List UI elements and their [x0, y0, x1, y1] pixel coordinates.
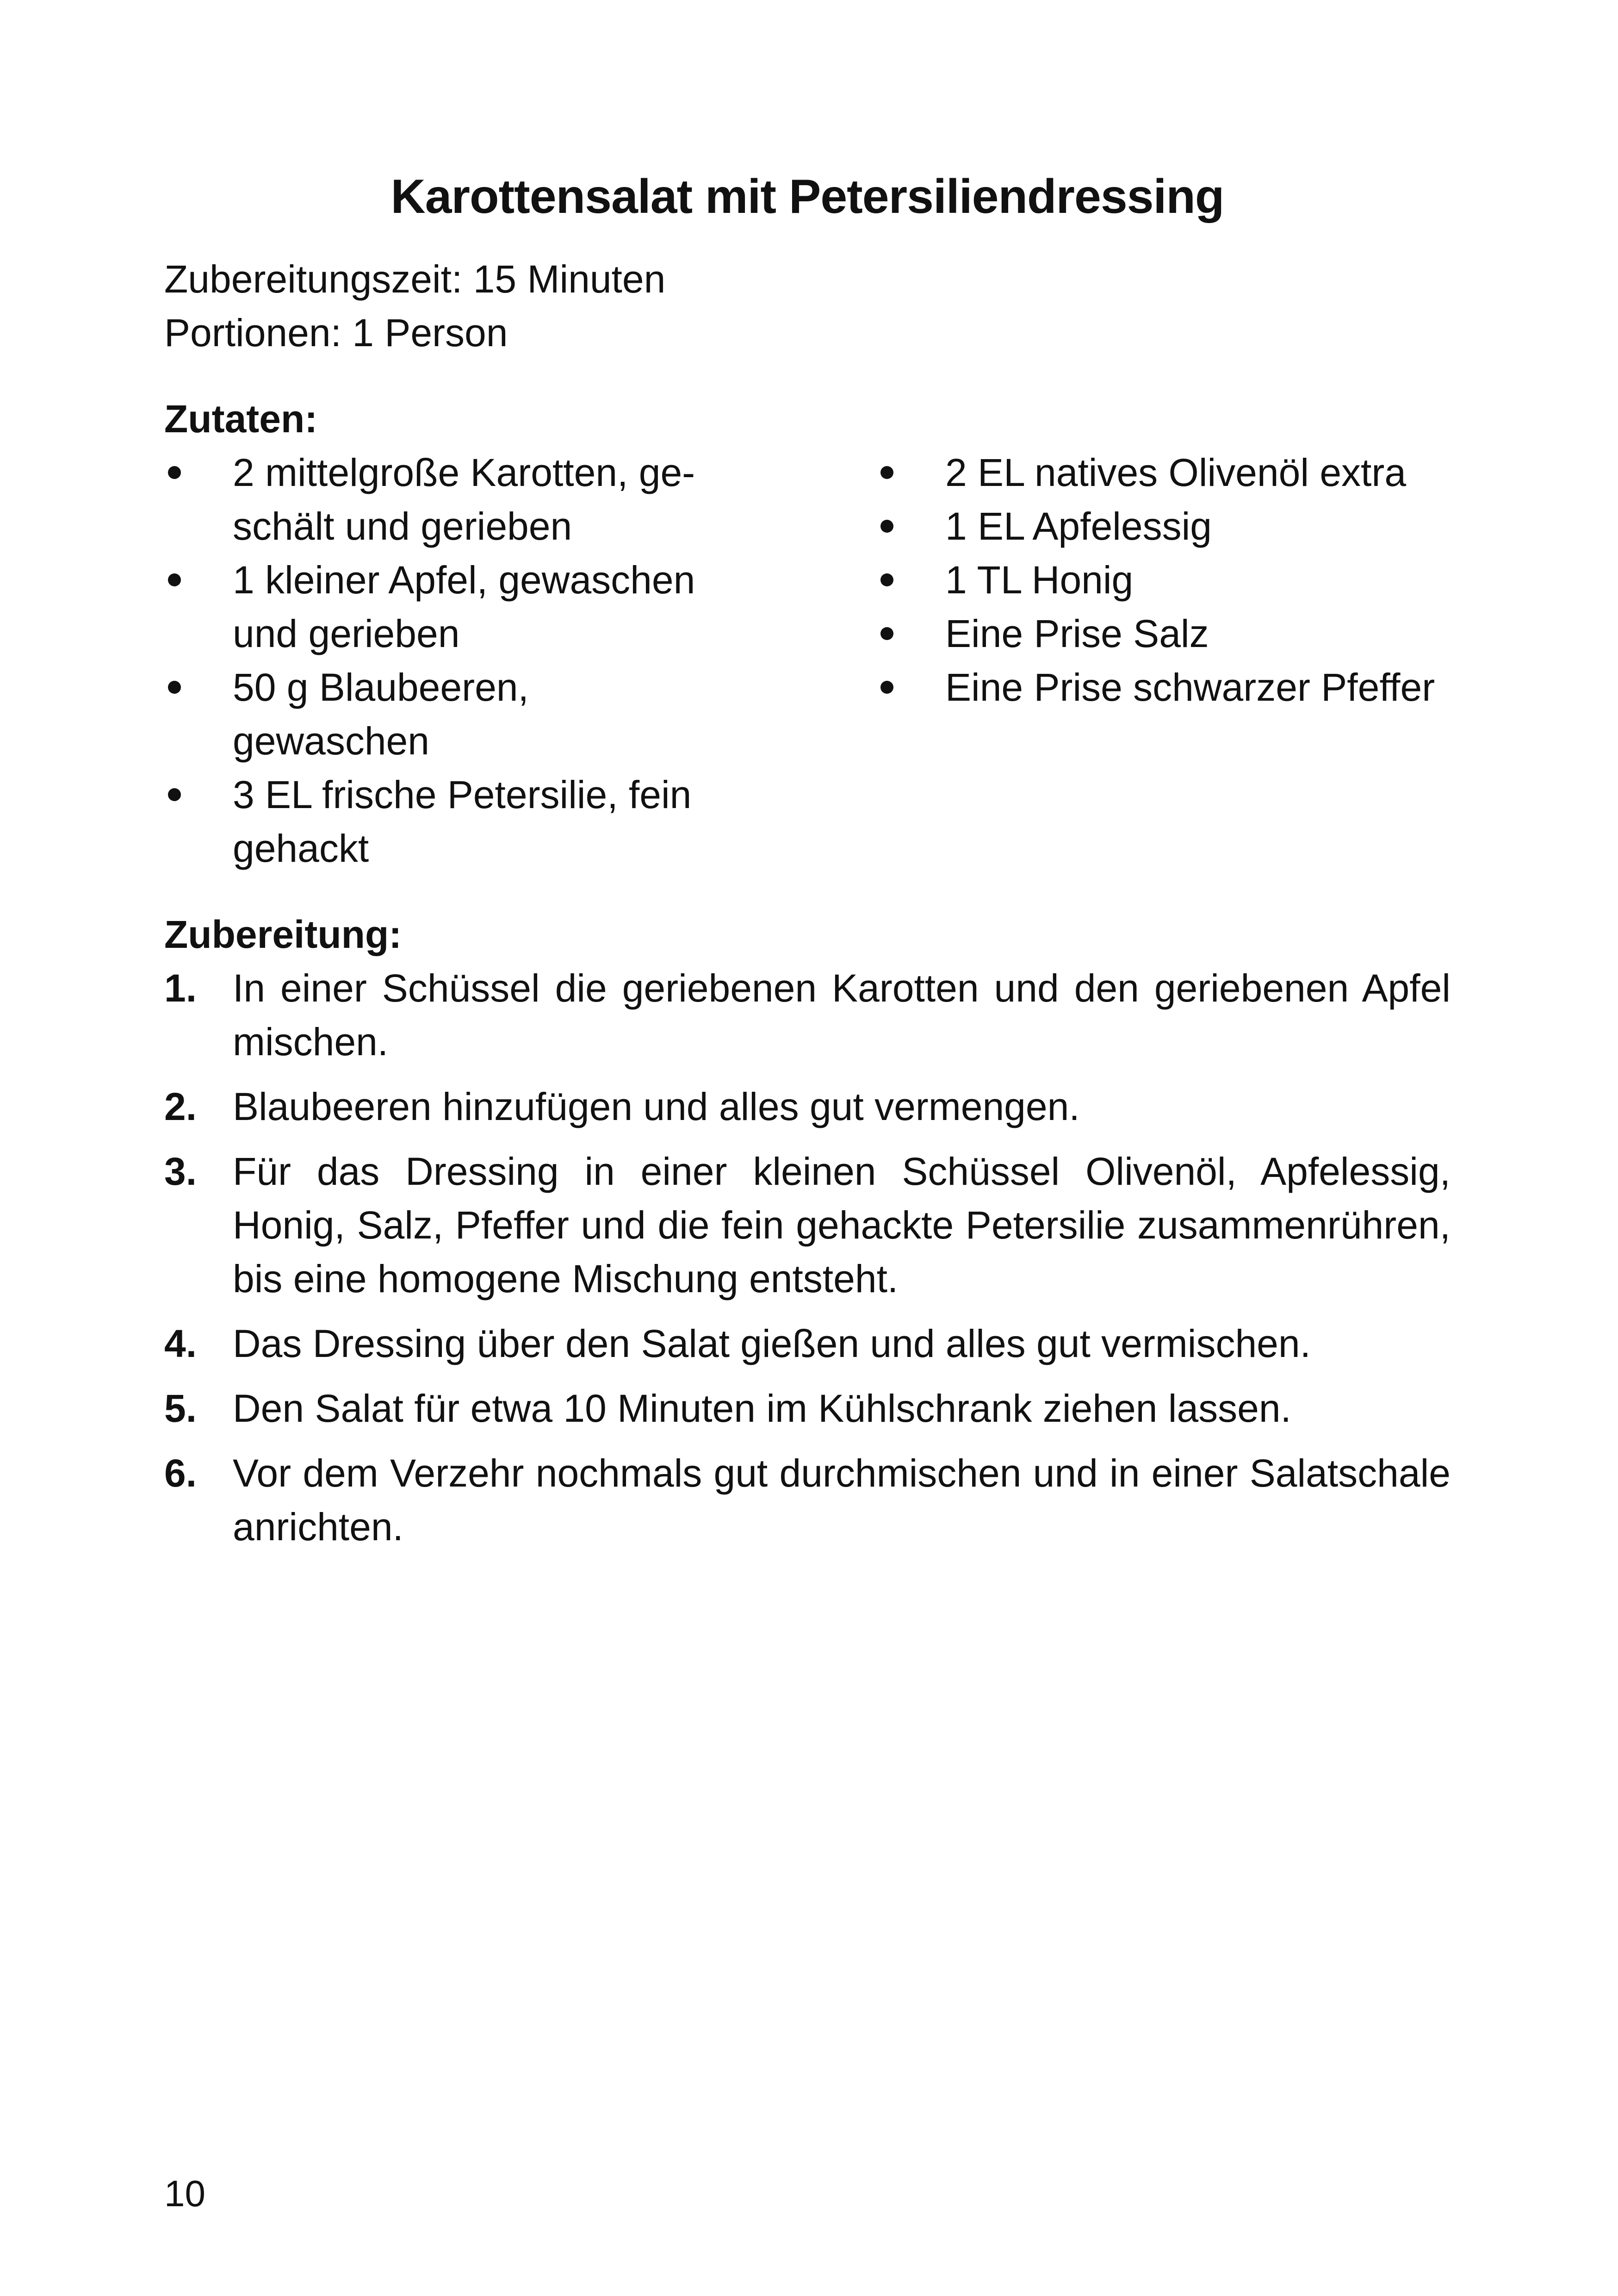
recipe-title: Karottensalat mit Petersiliendressing: [391, 170, 1224, 224]
step-text: Vor dem Verzehr nochmals gut durchmischen und in einer Salatschale anrichten.: [233, 1451, 1451, 1549]
bullet-icon: [168, 466, 181, 479]
ingredient-item: [877, 499, 1451, 553]
ingredient-line: 3 EL frische Petersilie, fein: [233, 773, 692, 816]
bullet-icon: [168, 573, 181, 586]
ingredient-item: [877, 660, 1451, 714]
step-number: 3.: [164, 1150, 197, 1193]
step-number: 4.: [164, 1322, 197, 1365]
step-item: [164, 1080, 1451, 1133]
step-number: 2.: [164, 1085, 197, 1128]
step-item: [164, 1317, 1451, 1370]
bullet-icon: [880, 466, 893, 479]
ingredient-line: 1 TL Honig: [945, 558, 1134, 602]
bullet-icon: [880, 627, 893, 640]
step-text: Das Dressing über den Salat gießen und alles gut vermischen.: [233, 1322, 1311, 1365]
ingredients-column-right: [877, 446, 1451, 875]
ingredients-heading: Zutaten:: [164, 397, 318, 441]
step-item: [164, 1446, 1451, 1554]
ingredient-line: 2 EL natives Olivenöl extra: [945, 451, 1407, 494]
ingredients-column-left: [164, 446, 715, 875]
step-number: 6.: [164, 1451, 197, 1495]
ingredient-item: [164, 660, 715, 768]
ingredient-item: [164, 553, 715, 660]
recipe-page: [164, 167, 1451, 1565]
servings: Portionen: 1 Person: [164, 311, 508, 355]
ingredient-line: 1 kleiner Apfel, gewaschen: [233, 558, 695, 602]
ingredient-line: und gerieben: [233, 612, 460, 655]
recipe-meta: [164, 252, 1451, 360]
ingredient-item: [877, 446, 1451, 499]
page-number: 10: [164, 2173, 205, 2214]
step-text: Blaubeeren hinzufügen und alles gut vermengen.: [233, 1085, 1080, 1128]
step-number: 1.: [164, 966, 197, 1010]
step-number: 5.: [164, 1387, 197, 1430]
step-text: Für das Dressing in einer kleinen Schüssel Olivenöl, Apfelessig, Honig, Salz, Pfeffer und die fein gehackte Petersilie zusammenrühren, bis eine homogene Mischung entsteht.: [233, 1150, 1451, 1300]
bullet-icon: [880, 681, 893, 694]
preparation-steps: [164, 961, 1451, 1554]
ingredient-line: 50 g Blaubeeren, gewaschen: [233, 666, 529, 763]
preparation-heading: Zubereitung:: [164, 913, 402, 956]
ingredient-item: [877, 553, 1451, 607]
ingredient-line: 2 mittelgroße Karotten, ge-: [233, 451, 695, 494]
step-item: [164, 961, 1451, 1069]
ingredient-line: 1 EL Apfelessig: [945, 504, 1212, 548]
bullet-icon: [168, 681, 181, 694]
ingredient-line: Eine Prise Salz: [945, 612, 1209, 655]
ingredient-line: Eine Prise schwarzer Pfeffer: [945, 666, 1435, 709]
ingredients-list: [164, 446, 1451, 875]
ingredient-line: gehackt: [233, 827, 369, 870]
step-item: [164, 1381, 1451, 1435]
step-text: In einer Schüssel die geriebenen Karotten und den geriebenen Apfel mischen.: [233, 966, 1451, 1064]
ingredient-item: [877, 607, 1451, 660]
step-item: [164, 1145, 1451, 1306]
step-text: Den Salat für etwa 10 Minuten im Kühlschrank ziehen lassen.: [233, 1387, 1291, 1430]
bullet-icon: [880, 573, 893, 586]
ingredient-item: [164, 446, 715, 553]
ingredient-line: schält und gerieben: [233, 504, 572, 548]
ingredient-item: [164, 768, 715, 875]
bullet-icon: [168, 788, 181, 801]
prep-time: Zubereitungszeit: 15 Minuten: [164, 257, 666, 301]
bullet-icon: [880, 520, 893, 533]
